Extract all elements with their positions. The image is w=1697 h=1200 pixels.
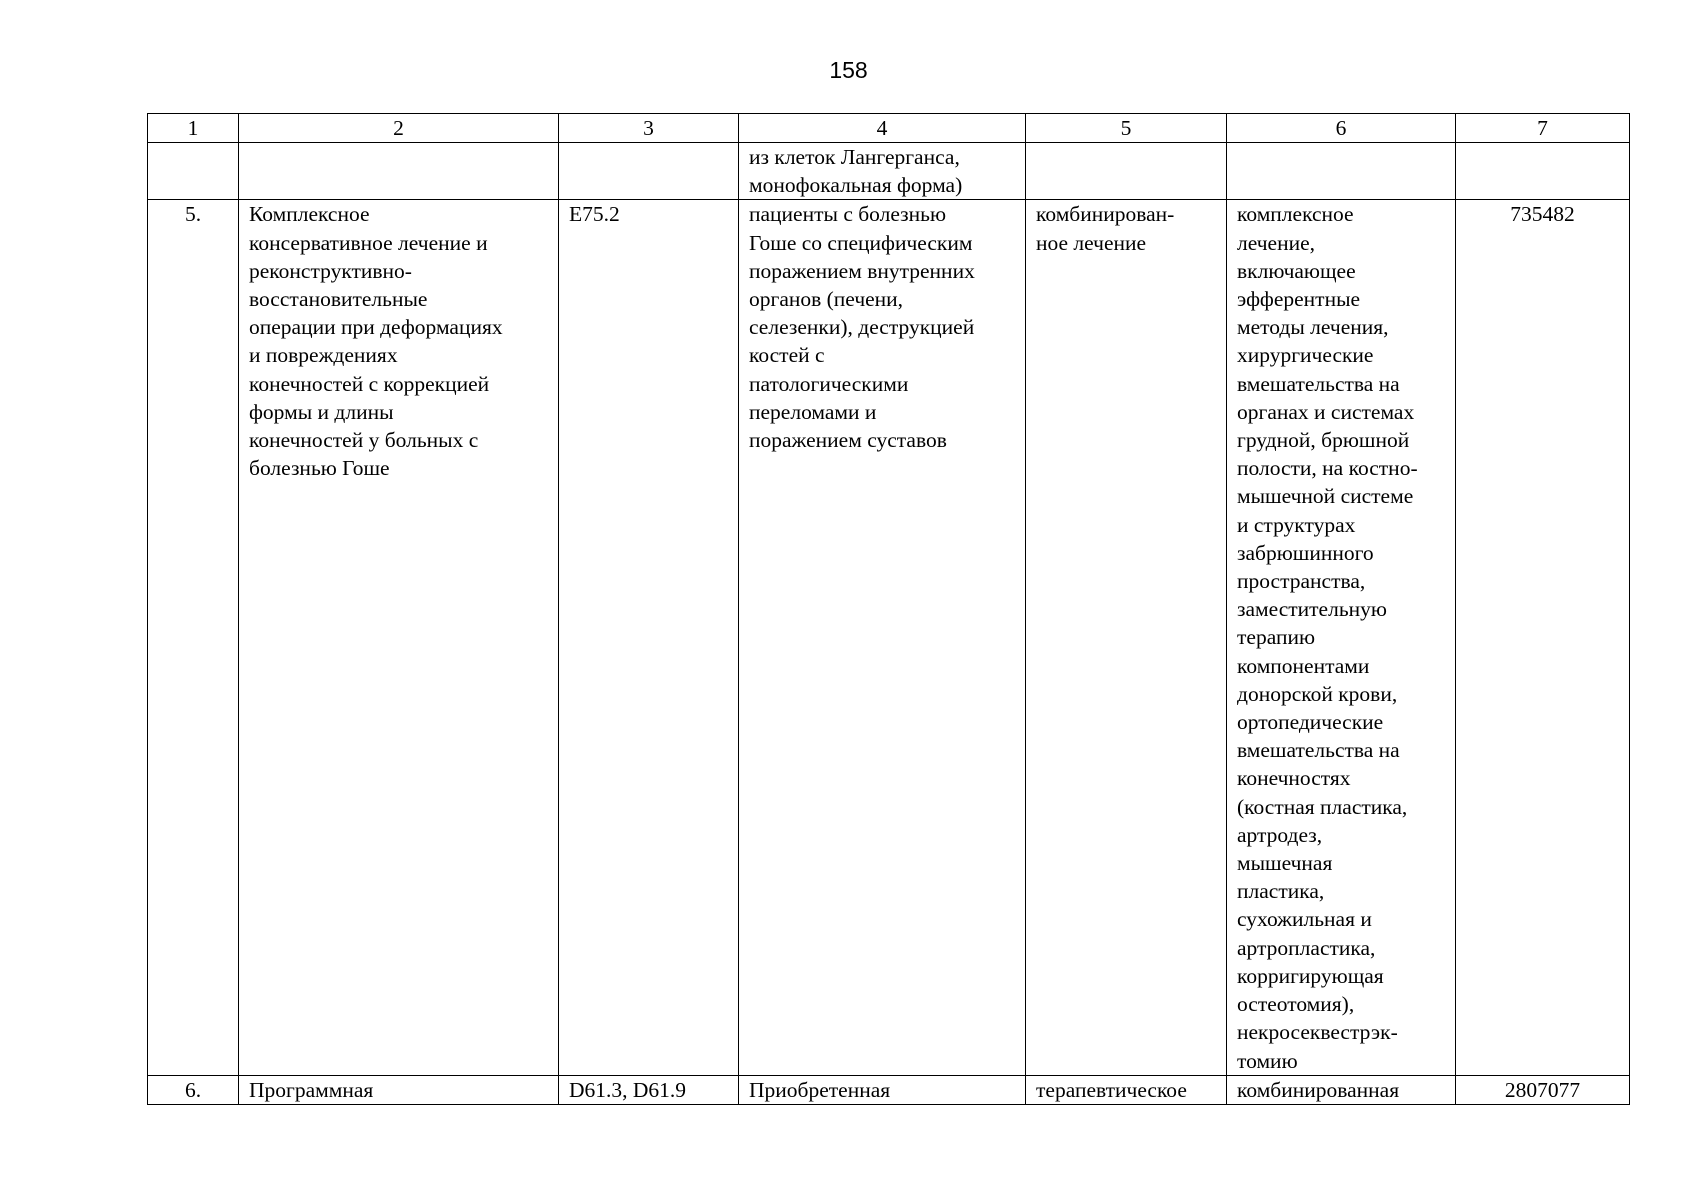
table-row-continuation (148, 143, 1630, 200)
cell-treatment-method: комплексное лечение, включающее эфферентные методы лечения, хирургические вмешательства на органах и системах грудной, брюшной полости, на костно- мышечной системе и структурах забрюшинного пространства, заместительную терапию компонентами донорской крови, ортопедические вмешательства на конечностях (костная пластика, артродез, мышечная пластика, сухожильная и артропластика, корригирующая остеотомия), некросеквестрэк- томию (1227, 200, 1456, 1075)
cell-icd-code: D61.3, D61.9 (559, 1075, 739, 1104)
column-number-3: 3 (559, 114, 739, 143)
cell-treatment-type: Программная (239, 1075, 559, 1104)
cell-index: 6. (148, 1075, 239, 1104)
table-row-6 (148, 1075, 1630, 1104)
cell-treatment-kind: терапевтическое (1026, 1075, 1227, 1104)
cell-treatment-kind (1026, 143, 1227, 200)
cell-patient-model: из клеток Лангерганса, монофокальная форма) (739, 143, 1026, 200)
column-number-2: 2 (239, 114, 559, 143)
column-number-1: 1 (148, 114, 239, 143)
column-number-5: 5 (1026, 114, 1227, 143)
medical-care-table (147, 113, 1630, 1105)
cell-treatment-type (239, 143, 559, 200)
table-header-row (148, 114, 1630, 143)
cell-patient-model: пациенты с болезнью Гоше со специфическим поражением внутренних органов (печени, селезенки), деструкцией костей с патологическими переломами и поражением суставов (739, 200, 1026, 1075)
cell-treatment-method (1227, 143, 1456, 200)
cell-index: 5. (148, 200, 239, 1075)
cell-cost: 735482 (1456, 200, 1630, 1075)
column-number-7: 7 (1456, 114, 1630, 143)
cell-patient-model: Приобретенная (739, 1075, 1026, 1104)
cell-treatment-type: Комплексное консервативное лечение и реконструктивно- восстановительные операции при деформациях и повреждениях конечностей с коррекцией формы и длины конечностей у больных с болезнью Гоше (239, 200, 559, 1075)
cell-cost (1456, 143, 1630, 200)
cell-cost: 2807077 (1456, 1075, 1630, 1104)
cell-index (148, 143, 239, 200)
column-number-4: 4 (739, 114, 1026, 143)
cell-treatment-kind: комбинирован- ное лечение (1026, 200, 1227, 1075)
page-number: 158 (829, 57, 868, 83)
cell-icd-code: E75.2 (559, 200, 739, 1075)
cell-treatment-method: комбинированная (1227, 1075, 1456, 1104)
cell-icd-code (559, 143, 739, 200)
column-number-6: 6 (1227, 114, 1456, 143)
table-row-5 (148, 200, 1630, 1075)
